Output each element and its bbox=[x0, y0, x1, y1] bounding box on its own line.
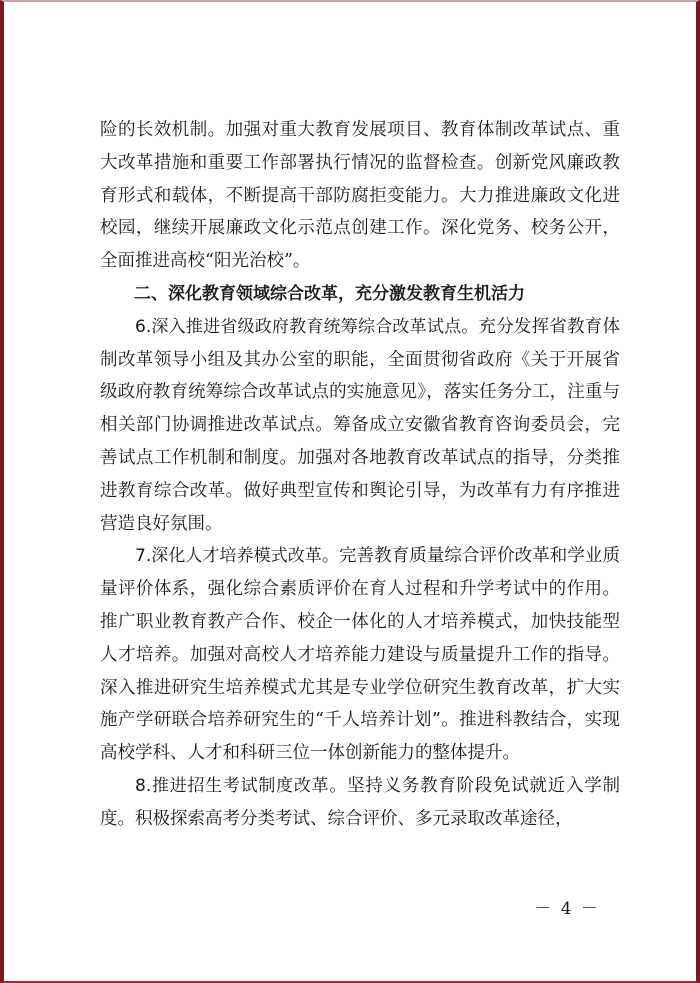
item-lead: 7.深化人才培养模式改革。 bbox=[135, 546, 340, 567]
paragraph-text: 充分发挥省教育体制改革领导小组及其办公室的职能，全面贯彻省政府《关于开展省级政府教育统筹综合改革试点的实施意见》，落实任务分工，注重与相关部门协调推进改革试点。筹备成立安徽省教育咨询委员会，完善试点工作机制和制度。加强对各地教育改革试点的指导，分类推进教育综合改革。做好典型宣传和舆论引导，为改革有力有序推进营造良好氛围。 bbox=[100, 316, 620, 534]
document-body bbox=[100, 114, 620, 836]
paragraph-continuation bbox=[100, 114, 620, 278]
paragraph-text: 险的长效机制。加强对重大教育发展项目、教育体制改革试点、重大改革措施和重要工作部署执行情况的监督检查。创新党风廉政教育形式和载体，不断提高干部防腐拒变能力。大力推进廉政文化进校园，继续开展廉政文化示范点创建工作。深化党务、校务公开，全面推进高校“阳光治校”。 bbox=[100, 120, 620, 272]
section-heading: 二、深化教育领域综合改革，充分激发教育生机活力 bbox=[134, 283, 525, 304]
paragraph-text: 坚持义务教育阶段免试就近入学制度。积极探索高考分类考试、综合评价、多元录取改革途径， bbox=[100, 775, 620, 829]
item-lead: 6.深入推进省级政府教育统筹综合改革试点。 bbox=[135, 316, 479, 337]
paragraph-item-8 bbox=[100, 770, 620, 836]
paragraph-item-7 bbox=[100, 540, 620, 770]
paragraph-item-6 bbox=[100, 311, 620, 541]
paragraph-text: 完善教育质量综合评价改革和学业质量评价体系，强化综合素质评价在育人过程和升学考试中的作用。推广职业教育教产合作、校企一体化的人才培养模式，加快技能型人才培养。加强对高校人才培养能力建设与质量提升工作的指导。深入推进研究生培养模式尤其是专业学位研究生教育改革，扩大实施产学研联合培养研究生的“千人培养计划”。推进科教结合，实现高校学科、人才和科研三位一体创新能力的整体提升。 bbox=[100, 546, 620, 764]
page-number: － 4 － bbox=[534, 899, 600, 919]
item-lead: 8.推进招生考试制度改革。 bbox=[135, 775, 348, 796]
